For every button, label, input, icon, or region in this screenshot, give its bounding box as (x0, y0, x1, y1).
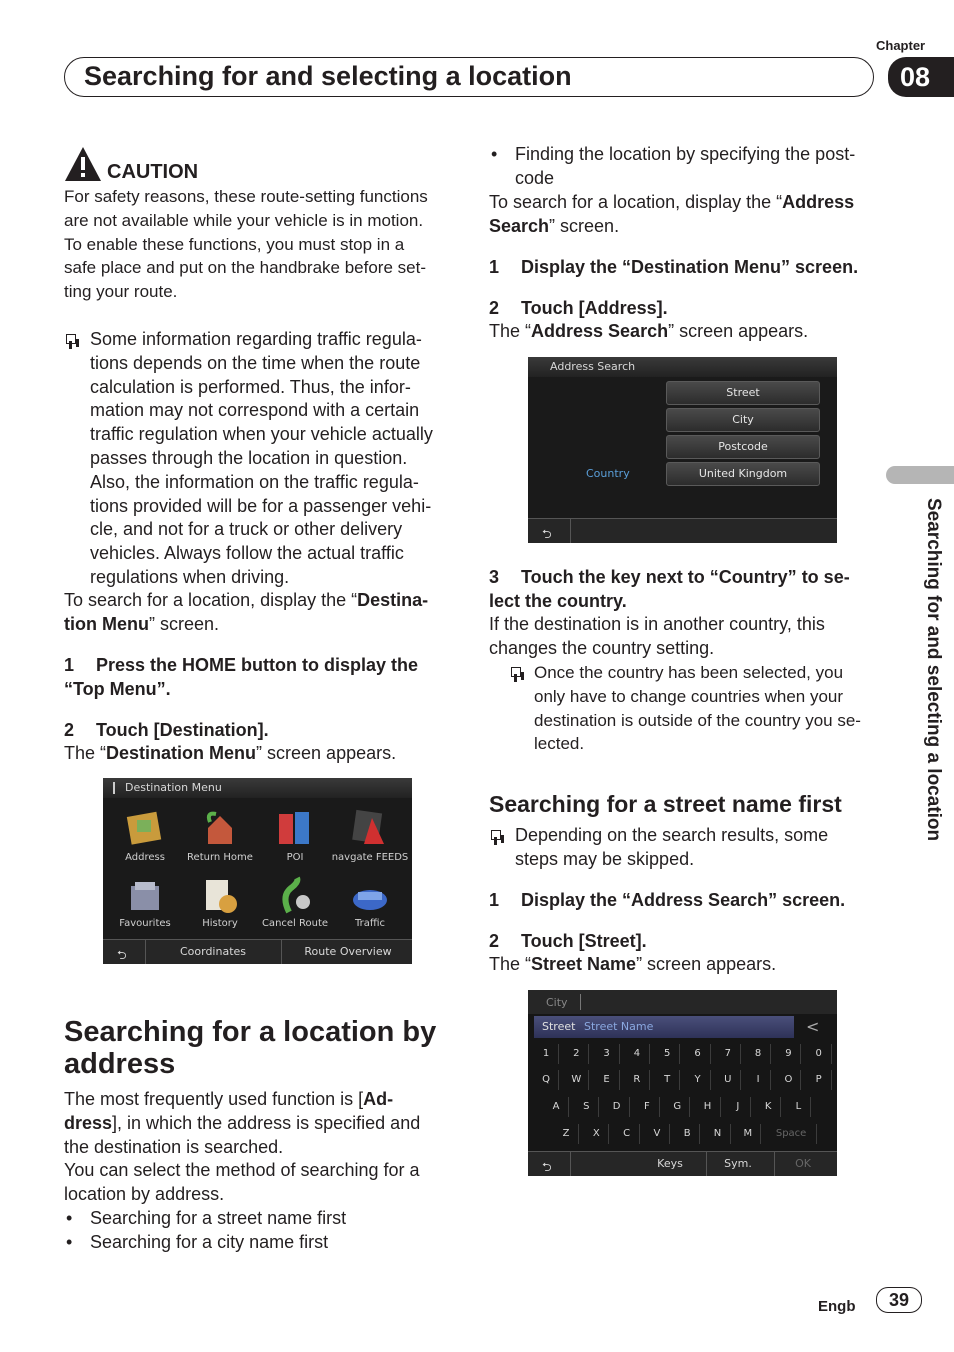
map-icon (125, 808, 165, 848)
note-line: Also, the information on the traffic regula- (90, 471, 419, 492)
section-heading-address: Searching for a location by address (64, 1016, 437, 1080)
back-icon: ⮌ (542, 527, 552, 541)
step-1: 1 Display the “Address Search” screen. (489, 890, 846, 910)
caution-line: safe place and put on the handbrake before set- (64, 258, 426, 278)
menu-item-history: History (202, 918, 238, 929)
keyboard-key: B (675, 1124, 700, 1144)
note-checkbox-icon (66, 334, 76, 344)
bullet-icon: • (491, 144, 498, 164)
side-tab-marker (886, 466, 954, 484)
menu-item-favourites: Favourites (119, 918, 171, 929)
chapter-label: Chapter (876, 38, 926, 53)
section-heading-street: Searching for a street name first (489, 791, 842, 817)
menu-item-poi: POI (286, 852, 304, 863)
note-line: traffic regulation when your vehicle actually (90, 424, 433, 445)
note-checkbox-icon (491, 830, 501, 840)
street-name-screenshot (528, 990, 837, 1176)
keyboard-key: 8 (746, 1044, 771, 1064)
step-3: 3 Touch the key next to “Country” to se- lect the country. (489, 567, 850, 611)
bullet-item: Searching for a street name first (90, 1208, 347, 1228)
note-line: regulations when driving. (90, 566, 290, 587)
sym-button: Sym. (724, 1157, 752, 1170)
keyboard-key: Y (686, 1070, 711, 1090)
keyboard-key: T (655, 1070, 680, 1090)
bullet-item: Searching for a city name first (90, 1232, 329, 1252)
backspace-icon: < (806, 1017, 820, 1036)
note-line: calculation is performed. Thus, the infor- (90, 376, 411, 397)
keyboard-key: 9 (776, 1044, 801, 1064)
step-3-note: Once the country has been selected, you only have to change countries when your destination is outside of the country you se- lected. (534, 663, 861, 754)
keyboard-key: N (706, 1124, 731, 1144)
keyboard-key: S (574, 1097, 599, 1117)
caution-line: ting your route. (64, 282, 178, 302)
chapter-number: 08 (888, 57, 954, 97)
keyboard-key: M (736, 1124, 761, 1144)
street-section-note: Depending on the search results, some steps may be skipped. (515, 825, 829, 869)
keyboard-key: P (807, 1070, 832, 1090)
caution-line: To enable these functions, you must stop in a (64, 234, 405, 254)
keyboard-key: E (595, 1070, 620, 1090)
street-input-placeholder: Street Name (584, 1020, 654, 1033)
menu-item-cancel-route: Cancel Route (261, 918, 329, 929)
menu-item-return-home: Return Home (187, 852, 253, 863)
destination-menu-intro: To search for a location, display the “Destina- tion Menu” screen. (64, 590, 429, 634)
keyboard-key: Z (554, 1124, 579, 1144)
note-line: tions depends on the time when the route (90, 352, 421, 373)
keyboard-key: K (756, 1097, 781, 1117)
keyboard-key: 4 (625, 1044, 650, 1064)
menu-item-navgate-feeds: navgate FEEDS (331, 852, 409, 863)
step-2: 2 Touch [Destination]. (64, 720, 269, 740)
bullet-icon: • (66, 1208, 73, 1228)
keys-button: Keys (657, 1157, 683, 1170)
footer-language: Engb (818, 1298, 856, 1315)
back-icon: ⮌ (117, 948, 127, 962)
street-button: Street (666, 381, 820, 405)
keyboard-key: Q (534, 1070, 559, 1090)
street-label: Street (542, 1020, 576, 1033)
destination-menu-screenshot (103, 778, 412, 964)
note-line: Some information regarding traffic regula- (90, 329, 422, 349)
keyboard-key: Space (766, 1124, 817, 1144)
keyboard-key: W (564, 1070, 589, 1090)
caution-title: CAUTION (107, 161, 199, 183)
keyboard-key: O (776, 1070, 801, 1090)
keyboard-key: 7 (716, 1044, 741, 1064)
note-text (90, 328, 433, 590)
keyboard-key: V (645, 1124, 670, 1144)
page-title: Searching for and selecting a location (84, 61, 572, 91)
caution-line: For safety reasons, these route-setting functions (64, 187, 428, 206)
step-2-result: The “Street Name” screen appears. (489, 954, 777, 974)
keyboard-key: F (635, 1097, 660, 1117)
screen-title: Address Search (528, 357, 837, 377)
address-search-intro: To search for a location, display the “Address Search” screen. (489, 192, 855, 236)
country-button: United Kingdom (666, 462, 820, 486)
ok-button: OK (795, 1157, 811, 1170)
side-tab-text: Searching for and selecting a location (923, 498, 944, 842)
home-icon (200, 808, 240, 848)
keyboard-key: G (665, 1097, 690, 1117)
warning-icon (64, 146, 102, 182)
back-icon: ⮌ (542, 1160, 552, 1174)
note-line: cle, and not for a truck or other delivery (90, 519, 403, 540)
bullet-icon: • (66, 1232, 73, 1252)
note-line: passes through the location in question. (90, 447, 408, 468)
page-number: 39 (876, 1287, 922, 1313)
route-overview-button: Route Overview (304, 945, 392, 958)
step-3-desc: If the destination is in another country, this changes the country setting. (489, 614, 825, 658)
caution-text (64, 185, 428, 304)
menu-item-address: Address (125, 852, 165, 863)
screen-bottom-bar (528, 1151, 837, 1176)
note-line: mation may not correspond with a certain (90, 400, 420, 421)
keyboard-key: 0 (807, 1044, 832, 1064)
screen-bottom-bar (528, 518, 837, 543)
step-2-result: The “Address Search” screen appears. (489, 321, 809, 341)
address-search-screenshot (528, 357, 837, 543)
back-arrow-icon (113, 782, 121, 794)
keyboard-key: D (605, 1097, 630, 1117)
menu-item-traffic: Traffic (354, 918, 386, 929)
keyboard-key: H (696, 1097, 721, 1117)
screen-bottom-bar (103, 939, 412, 964)
bullet-item-postcode: Finding the location by specifying the post- code (515, 144, 856, 188)
note-checkbox-icon (511, 667, 521, 677)
step-2: 2 Touch [Address]. (489, 298, 668, 318)
keyboard-key: 5 (655, 1044, 680, 1064)
favourites-icon (125, 876, 165, 916)
keyboard-key: 3 (595, 1044, 620, 1064)
cancel-route-icon (275, 876, 315, 916)
keyboard-key: U (716, 1070, 741, 1090)
keyboard-key: L (786, 1097, 811, 1117)
coordinates-button: Coordinates (179, 945, 247, 958)
step-1: 1 Display the “Destination Menu” screen. (489, 257, 859, 277)
keyboard-key: X (584, 1124, 609, 1144)
note-line: vehicles. Always follow the actual traffic (90, 543, 404, 564)
poi-icon (275, 808, 315, 848)
city-button: City (666, 408, 820, 432)
caution-line: are not available while your vehicle is in motion. (64, 210, 424, 230)
address-intro: The most frequently used function is [Ad- dress], in which the address is specified and the destination is searched. You can select the method of searching for a location by address. (64, 1089, 421, 1205)
keyboard-key: 6 (686, 1044, 711, 1064)
keyboard-key: A (544, 1097, 569, 1117)
feeds-icon (350, 808, 390, 848)
keyboard-key: I (746, 1070, 771, 1090)
keyboard-key: J (726, 1097, 751, 1117)
traffic-icon (350, 876, 390, 916)
keyboard-key: 1 (534, 1044, 559, 1064)
history-icon (200, 876, 240, 916)
step-1: 1 Press the HOME button to display the “Top Menu”. (64, 655, 419, 699)
keyboard-key: R (625, 1070, 650, 1090)
city-label: City (546, 996, 568, 1009)
note-line: tions provided will be for a passenger vehi- (90, 495, 432, 516)
screen-title: Destination Menu (103, 778, 412, 798)
postcode-button: Postcode (666, 435, 820, 459)
step-2: 2 Touch [Street]. (489, 931, 647, 951)
step-2-result: The “Destination Menu” screen appears. (64, 743, 397, 763)
keyboard-key: C (615, 1124, 640, 1144)
keyboard-key: 2 (564, 1044, 589, 1064)
country-label: Country (586, 467, 630, 480)
